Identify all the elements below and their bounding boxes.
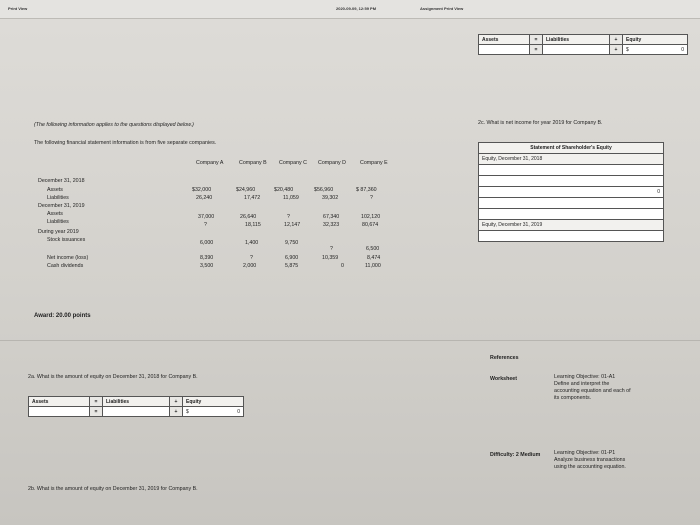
statement-input-row[interactable] [479,231,664,242]
table-cell: 11,059 [283,195,299,201]
liabilities-header: Liabilities [103,397,170,407]
question-2b: 2b. What is the amount of equity on December 31, 2019 for Company B. [28,486,198,492]
table-cell: 39,302 [322,195,339,201]
statement-input-row[interactable] [479,165,664,176]
company-b-header: Company B [239,160,267,166]
table-cell: 26,640 [240,214,257,220]
equity-2019-label: Equity, December 31, 2019 [479,220,664,231]
table-cell: 8,390 [200,255,214,261]
references-heading: References [490,355,519,361]
table-cell: 37,000 [198,214,215,220]
company-e-header: Company E [360,160,388,166]
equity-header: Equity [623,35,688,45]
table-cell: 0 [341,263,344,269]
plus-sign: + [170,407,183,417]
statement-input-row[interactable] [479,198,664,209]
equity-value: 0 [681,46,684,53]
table-cell: $56,960 [314,187,334,193]
statement-input-row[interactable] [479,187,664,198]
table-cell: ? [330,246,333,252]
table-cell: $ 87,360 [356,187,377,193]
worksheet-link[interactable]: Worksheet [490,376,517,382]
row-label: December 31, 2018 [38,178,85,184]
row-label: Liabilities [47,219,69,225]
print-view-label: Print View [8,6,28,11]
liabilities-input[interactable] [543,45,610,55]
statement-value: 0 [657,189,660,195]
question-2c: 2c. What is net income for year 2019 for Company B. [478,120,603,126]
row-label: Net income (loss) [47,255,89,261]
table-cell: 11,000 [365,263,381,269]
table-cell: ? [370,195,373,201]
statement-of-shareholders-equity [478,142,664,242]
top-accounting-equation [478,34,688,55]
dollar-sign: $ [626,46,629,53]
table-cell: 1,400 [245,240,259,246]
assets-header: Assets [479,35,530,45]
table-cell: $24,960 [236,187,256,193]
timestamp: 2020-09-09, 12:59 PM [336,6,377,11]
table-cell: $20,480 [274,187,294,193]
equity-2018-label: Equity, December 31, 2018 [479,154,664,165]
equity-input[interactable] [623,45,688,55]
row-label: December 31, 2019 [38,203,85,209]
table-cell: 18,115 [245,222,261,228]
equals-sign: = [530,35,543,45]
table-cell: 32,323 [323,222,340,228]
learning-objective-1: Learning Objective: 01-A1 Define and interpret the accounting equation and each of its components. [554,374,631,401]
company-a-header: Company A [196,160,224,166]
row-label: During year 2019 [38,229,79,235]
table-cell: 6,000 [200,240,214,246]
company-d-header: Company D [318,160,346,166]
description-text: The following financial statement information is from five separate companies. [34,140,217,146]
row-label: Stock issuances [47,237,86,243]
row-label: Cash dividends [47,263,84,269]
table-cell: ? [250,255,253,261]
assets-input[interactable] [479,45,530,55]
plus-sign: + [610,45,623,55]
table-cell: 102,120 [361,214,381,220]
liabilities-header: Liabilities [543,35,610,45]
intro-note: (The following information applies to the questions displayed below.) [34,122,194,128]
table-cell: 80,674 [362,222,379,228]
question-2a: 2a. What is the amount of equity on December 31, 2018 for Company B. [28,374,198,380]
statement-input-row[interactable] [479,176,664,187]
table-cell: 2,000 [243,263,257,269]
table-cell: 12,147 [284,222,301,228]
dollar-sign: $ [186,408,189,415]
liabilities-input[interactable] [103,407,170,417]
learning-objective-2: Learning Objective: 01-P1 Analyze business transactions using the accounting equation. [554,450,626,470]
row-label: Liabilities [47,195,69,201]
equity-value: 0 [237,408,240,415]
browser-top-bar [0,0,700,19]
table-cell: ? [204,222,207,228]
table-cell: 5,875 [285,263,299,269]
table-cell: 6,900 [285,255,299,261]
table-cell: 6,500 [366,246,380,252]
table-cell: 10,359 [322,255,339,261]
section-divider [0,340,700,341]
table-cell: 26,240 [196,195,213,201]
equals-sign: = [90,397,103,407]
equity-input[interactable] [183,407,244,417]
plus-sign: + [170,397,183,407]
table-cell: 8,474 [367,255,381,261]
table-cell: 17,472 [244,195,261,201]
table-cell: 9,750 [285,240,299,246]
statement-title: Statement of Shareholder's Equity [479,143,664,154]
award-points: Award: 20.00 points [34,313,91,319]
equals-sign: = [90,407,103,417]
difficulty-level: Difficulty: 2 Medium [490,452,541,458]
statement-input-row[interactable] [479,209,664,220]
equity-header: Equity [183,397,244,407]
page-title: Assignment Print View [420,6,464,11]
table-cell: 3,500 [200,263,214,269]
table-cell: 67,340 [323,214,340,220]
question-2a-accounting-equation [28,396,244,417]
row-label: Assets [47,211,63,217]
company-c-header: Company C [279,160,307,166]
equals-sign: = [530,45,543,55]
table-cell: ? [287,214,290,220]
table-cell: $32,000 [192,187,212,193]
row-label: Assets [47,187,63,193]
assets-input[interactable] [29,407,90,417]
assets-header: Assets [29,397,90,407]
plus-sign: + [610,35,623,45]
